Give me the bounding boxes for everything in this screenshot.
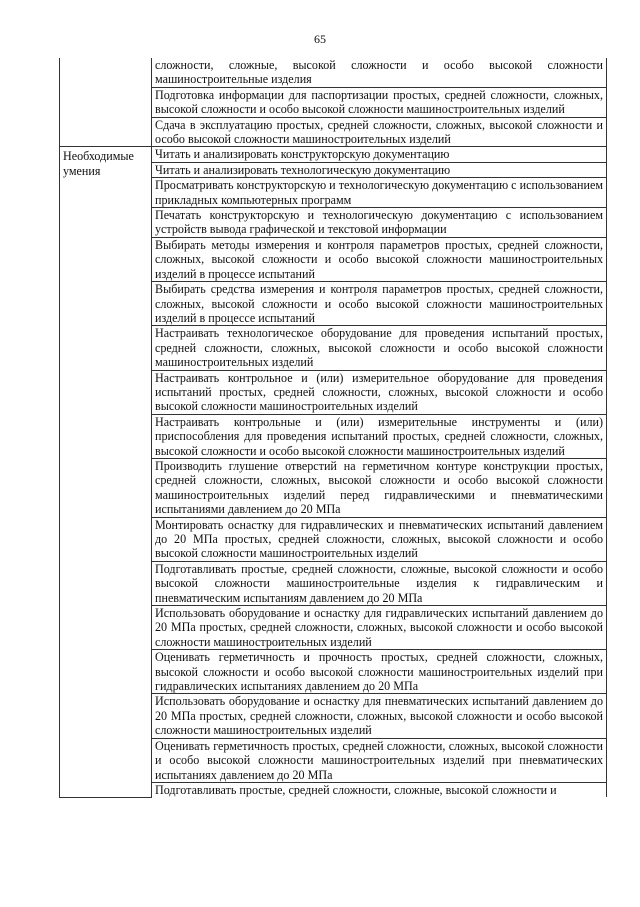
table-cell: Настраивать контрольные и (или) измерительные инструменты и (или) приспособления для проведения испытаний простых, средней сложности, сложных, высокой сложности и особо высокой сложности машиностроительных изделий (152, 414, 607, 458)
table-cell: Выбирать средства измерения и контроля параметров простых, средней сложности, сложных, высокой сложности и особо высокой сложности машиностроительных изделий в процессе испытаний (152, 282, 607, 326)
empty-label-cell (60, 58, 152, 147)
table-cell: Печатать конструкторскую и технологическую документацию с использованием устройств вывода графической и текстовой информации (152, 208, 607, 238)
table-cell: сложности, сложные, высокой сложности и особо высокой сложности машиностроительные изделия (152, 58, 607, 87)
table-cell: Подготавливать простые, средней сложности, сложные, высокой сложности и (152, 782, 607, 797)
table-cell: Сдача в эксплуатацию простых, средней сложности, сложных, высокой сложности и особо высокой сложности машиностроительных изделий (152, 117, 607, 147)
table-row (60, 147, 607, 162)
table-cell: Выбирать методы измерения и контроля параметров простых, средней сложности, сложных, высокой сложности и особо высокой сложности машиностроительных изделий в процессе испытаний (152, 237, 607, 281)
table-cell: Читать и анализировать технологическую документацию (152, 162, 607, 177)
table-cell: Использовать оборудование и оснастку для гидравлических испытаний давлением до 20 МПа простых, средней сложности, сложных, высокой сложности и особо высокой сложности машиностроительных изделий (152, 606, 607, 650)
table-cell: Оценивать герметичность и прочность простых, средней сложности, сложных, высокой сложности и особо высокой сложности машиностроительных изделий при гидравлических испытаниях давлением до 20 МПа (152, 650, 607, 694)
table-cell: Монтировать оснастку для гидравлических и пневматических испытаний давлением до 20 МПа простых, средней сложности, сложных, высокой сложности и особо высокой сложности машиностроительных изделий (152, 517, 607, 561)
table-row (60, 58, 607, 87)
table-cell: Производить глушение отверстий на герметичном контуре конструкции простых, средней сложности, сложных, высокой сложности и особо высокой сложности машиностроительных изделий перед гидравлическими и пневматическими испытаниями давлением до 20 МПа (152, 458, 607, 517)
table-cell: Подготавливать простые, средней сложности, сложные, высокой сложности и особо высокой сложности машиностроительные изделия к гидравлическим и пневматическим испытаниям давлением до 20 МПа (152, 561, 607, 605)
table-cell: Просматривать конструкторскую и технологическую документацию с использованием прикладных компьютерных программ (152, 178, 607, 208)
table-cell: Читать и анализировать конструкторскую документацию (152, 147, 607, 162)
table-cell: Настраивать контрольное и (или) измерительное оборудование для проведения испытаний простых, средней сложности, сложных, высокой сложности и особо высокой сложности машиностроительных изделий (152, 370, 607, 414)
table-cell: Оценивать герметичность простых, средней сложности, сложных, высокой сложности и особо высокой сложности машиностроительных изделий при пневматических испытаниях давлением до 20 МПа (152, 738, 607, 782)
page-number: 65 (314, 32, 326, 46)
table-cell: Использовать оборудование и оснастку для пневматических испытаний давлением до 20 МПа простых, средней сложности, сложных, высокой сложности и особо высокой сложности машиностроительных изделий (152, 694, 607, 738)
table-cell: Подготовка информации для паспортизации простых, средней сложности, сложных, высокой сложности и особо высокой сложности машиностроительных изделий (152, 87, 607, 117)
table-cell: Настраивать технологическое оборудование для проведения испытаний простых, средней сложности, сложных, высокой сложности и особо высокой сложности машиностроительных изделий (152, 326, 607, 370)
skills-table (59, 58, 607, 798)
section-label: Необходимые умения (60, 147, 152, 797)
